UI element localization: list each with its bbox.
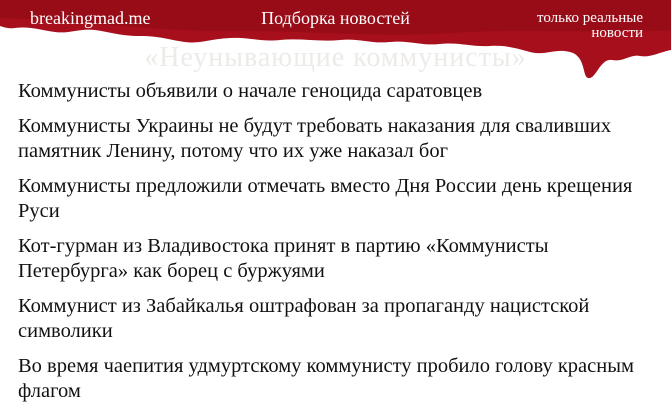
news-item-link[interactable]: Кот-гурман из Владивостока принят в партию «Коммунисты Петербурга» как борец с буржуями	[18, 235, 549, 282]
site-tagline: только реальные новости	[537, 10, 643, 41]
section-title: Подборка новостей	[261, 8, 410, 28]
news-item-link[interactable]: Коммунисты объявили о начале геноцида саратовцев	[18, 80, 483, 102]
news-item-link[interactable]: Во время чаепития удмуртскому коммунисту пробило голову красным флагом	[18, 355, 634, 402]
tag-title: «Неунывающие коммунисты»	[144, 42, 527, 73]
news-list	[0, 73, 671, 408]
news-item-link[interactable]: Коммунист из Забайкалья оштрафован за пропаганду нацистской символики	[18, 295, 590, 342]
news-item-link[interactable]: Коммунисты Украины не будут требовать наказания для сваливших памятник Ленину, потому что их уже наказал бог	[18, 115, 612, 162]
news-item-link[interactable]: Коммунисты предложили отмечать вместо Дня России день крещения Руси	[18, 175, 633, 222]
site-logo-link[interactable]: breakingmad.me	[30, 8, 151, 28]
